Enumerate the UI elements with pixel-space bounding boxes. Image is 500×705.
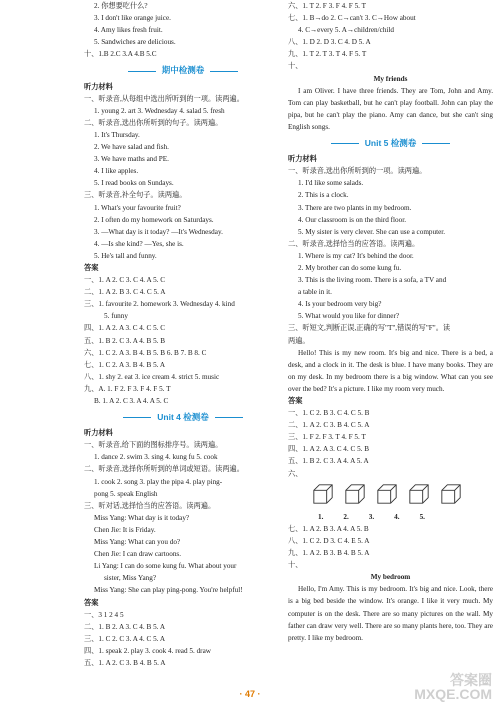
text-line: 八、1. D 2. D 3. C 4. D 5. A <box>288 38 371 47</box>
watermark-logo: 答案圈 MXQE.COM <box>414 672 492 702</box>
text-line: Miss Yang: What can you do? <box>94 538 181 547</box>
text-line: 1. I'd like some salads. <box>298 179 364 188</box>
text-line: 一、听录音,给下面的图标排序号。读两遍。 <box>84 441 223 450</box>
text-line: 一、3 1 2 4 5 <box>84 610 124 619</box>
text-line: 四、1. A 2. A 3. C 4. C 5. B <box>288 445 370 454</box>
text-line: 4. Our classroom is on the third floor. <box>298 215 406 224</box>
text-line: 3. There are two plants in my bedroom. <box>298 203 412 212</box>
text-line: 五、1. B 2. C 3. A 4. B 5. B <box>84 336 166 345</box>
text-line: Chen Jie: It is Friday. <box>94 525 156 534</box>
cube-icon <box>376 483 398 509</box>
text-line: 五、1. A 2. C 3. B 4. B 5. A <box>84 658 166 667</box>
text-line: 1. What's your favourite fruit? <box>94 203 181 212</box>
text-line: 4. C→every 5. A→children/child <box>298 26 395 35</box>
text-line: 1. Where is my cat? It's behind the door. <box>298 251 414 260</box>
text-line: 2. 你想要吃什么? <box>94 2 148 10</box>
right-column <box>288 0 493 644</box>
text-line: 九、A. 1. F 2. F 3. F 4. F 5. T <box>84 384 171 393</box>
passage-paragraph: Hello, I'm Amy. This is my bedroom. It's big and nice. Look, there is a big bed beside the window. It's orange. I like it very much. My computer is on the desk. There are so many pictures on the wall. My father can draw very well. There are so many plants here, too. They are pretty. I like my bedroom. <box>288 585 493 642</box>
text-line: 5. What would you like for dinner? <box>298 312 400 321</box>
text-line: 三、听短文,判断正误,正确的写"T",错误的写"F"。读 <box>288 324 451 333</box>
cube-icon <box>440 483 462 509</box>
subsection-heading: 听力材料 <box>84 81 113 91</box>
text-line: Li Yang: I can do some kung fu. What about your <box>94 562 237 571</box>
text-line: 十、 <box>288 62 303 71</box>
text-line: 三、1. favourite 2. homework 3. Wednesday 4. kind <box>84 300 235 309</box>
text-line: 三、听对话,选择恰当的应答语。读两遍。 <box>84 501 216 510</box>
page-number: · 47 · <box>239 689 261 699</box>
cube-number: 3. <box>368 512 375 521</box>
text-line: 六、1. T 2. F 3. F 4. F 5. T <box>288 2 367 10</box>
subsection-heading: 听力材料 <box>288 154 317 164</box>
subsection-heading: 答案 <box>288 396 303 405</box>
text-line: 4. I like apples. <box>94 167 139 176</box>
text-line: 七、1. C 2. A 3. B 4. B 5. A <box>84 360 166 369</box>
subsection-heading: 答案 <box>84 597 99 607</box>
text-line: 二、听录音,选出你所听到的句子。读两遍。 <box>84 118 223 127</box>
text-line: 四、1. A 2. A 3. C 4. C 5. C <box>84 324 166 333</box>
text-line: 5. He's tall and funny. <box>94 251 157 260</box>
text-line: pong 5. speak English <box>94 489 158 498</box>
text-line: 一、听录音,从每组中选出所听到的一项。读两遍。 <box>84 94 244 103</box>
text-line: 七、1. A 2. B 3. A 4. A 5. B <box>288 524 369 533</box>
cube-number: 1. <box>318 512 324 521</box>
text-line: 一、1. A 2. C 3. C 4. A 5. C <box>84 276 166 285</box>
text-line: 二、听录音,选择恰当的应答语。读两遍。 <box>288 239 420 248</box>
cube-number: 4. <box>394 512 400 521</box>
text-line: 5. My sister is very clever. She can use a computer. <box>298 227 446 236</box>
text-line: 七、1. B→do 2. C→can't 3. C→How about <box>288 14 416 23</box>
cube-icon <box>408 483 430 509</box>
text-line: 九、1. T 2. T 3. T 4. F 5. T <box>288 50 367 59</box>
section-title: Unit 5 检测卷 <box>288 137 493 149</box>
text-line: 一、听录音,选出你所听到的一项。读两遍。 <box>288 167 427 176</box>
cube-number: 5. <box>419 512 425 521</box>
text-line: 2. My brother can do some kung fu. <box>298 263 402 272</box>
cube-numbers <box>288 511 493 523</box>
text-line: 八、1. shy 2. eat 3. ice cream 4. strict 5. music <box>84 372 220 381</box>
text-line: 三、听录音,补全句子。读两遍。 <box>84 191 187 200</box>
text-line: 2. This is a clock. <box>298 191 349 200</box>
text-line: a table in it. <box>298 288 332 297</box>
passage-paragraph: Hello! This is my new room. It's big and nice. There is a bed, a desk, and a clock in it. The desk is blue. I have many books. They are on my desk. In my bedroom there is a big window. What can you see over the bed? It's a picture. I like my room very much. <box>288 348 493 393</box>
text-line: Miss Yang: She can play ping-pong. You're helpful! <box>94 586 243 595</box>
section-title: Unit 4 检测卷 <box>84 411 282 423</box>
text-line: 二、听录音,选择你所听到的单词或短语。读两遍。 <box>84 465 244 474</box>
subsection-heading: 答案 <box>84 262 99 272</box>
cube-number: 2. <box>343 512 349 521</box>
text-line: 五、1. B 2. C 3. A 4. A 5. A <box>288 457 369 466</box>
text-line: 三、1. F 2. F 3. T 4. F 5. T <box>288 433 366 442</box>
text-line: 2. We have salad and fish. <box>94 143 169 152</box>
text-line: 一、1. C 2. B 3. C 4. C 5. B <box>288 409 370 418</box>
text-line: 1. It's Thursday. <box>94 130 140 139</box>
text-line: Miss Yang: What day is it today? <box>94 513 190 522</box>
text-line: 六、 <box>288 469 303 478</box>
left-column <box>84 0 282 669</box>
text-line: Chen Jie: I can draw cartoons. <box>94 550 182 559</box>
text-line: 八、1. C 2. D 3. C 4. E 5. A <box>288 536 370 545</box>
text-line: 二、1. A 2. B 3. C 4. C 5. A <box>84 288 166 297</box>
text-line: 六、1. C 2. A 3. B 4. B 5. B 6. B 7. B 8. C <box>84 348 207 357</box>
text-line: 3. This is the living room. There is a sofa, a TV and <box>298 276 447 285</box>
text-line: 5. funny <box>104 312 128 321</box>
text-line: 九、1. A 2. B 3. B 4. B 5. A <box>288 549 370 558</box>
text-line: 十、1.B 2.C 3.A 4.B 5.C <box>84 50 157 59</box>
text-line: 四、1. speak 2. play 3. cook 4. read 5. draw <box>84 646 211 655</box>
text-line: 5. I read books on Sundays. <box>94 179 174 188</box>
text-line: 十、 <box>288 561 303 570</box>
text-line: 3. We have maths and PE. <box>94 155 169 164</box>
text-line: 1. young 2. art 3. Wednesday 4. salad 5. fresh <box>94 106 225 115</box>
text-line: 1. dance 2. swim 3. sing 4. kung fu 5. cook <box>94 453 218 462</box>
text-line: My bedroom <box>370 573 411 582</box>
text-line: 3. —What day is it today? —It's Wednesday. <box>94 227 223 236</box>
text-line: 4. —Is she kind? —Yes, she is. <box>94 239 184 248</box>
subsection-heading: 听力材料 <box>84 428 113 438</box>
text-line: 1. cook 2. song 3. play the pipa 4. play ping- <box>94 477 223 486</box>
text-line: 4. Is your bedroom very big? <box>298 300 382 309</box>
text-line: 二、1. A 2. C 3. B 4. C 5. A <box>288 421 370 430</box>
text-line: 二、1. B 2. A 3. C 4. B 5. A <box>84 622 166 631</box>
text-line: 三、1. C 2. C 3. A 4. C 5. A <box>84 634 166 643</box>
text-line: 两遍。 <box>288 336 310 345</box>
text-line: 5. Sandwiches are delicious. <box>94 38 176 47</box>
text-line: 2. I often do my homework on Saturdays. <box>94 215 214 224</box>
section-title: 期中检测卷 <box>84 64 282 76</box>
text-line: sister, Miss Yang? <box>104 574 157 583</box>
cube-icon <box>312 483 334 509</box>
text-line: 3. I don't like orange juice. <box>94 14 171 23</box>
text-line: 4. Amy likes fresh fruit. <box>94 26 163 35</box>
passage-paragraph: I am Oliver. I have three friends. They are Tom, John and Amy. Tom can play basketball, but he can't play football. John can play the pipa, but he can't play the piano. Amy can dance, but she can't sing English songs. <box>288 86 493 131</box>
text-line: B. 1. A 2. C 3. A 4. A 5. C <box>94 397 169 405</box>
cube-drawings <box>288 483 493 509</box>
text-line: My friends <box>373 74 408 83</box>
cube-icon <box>344 483 366 509</box>
